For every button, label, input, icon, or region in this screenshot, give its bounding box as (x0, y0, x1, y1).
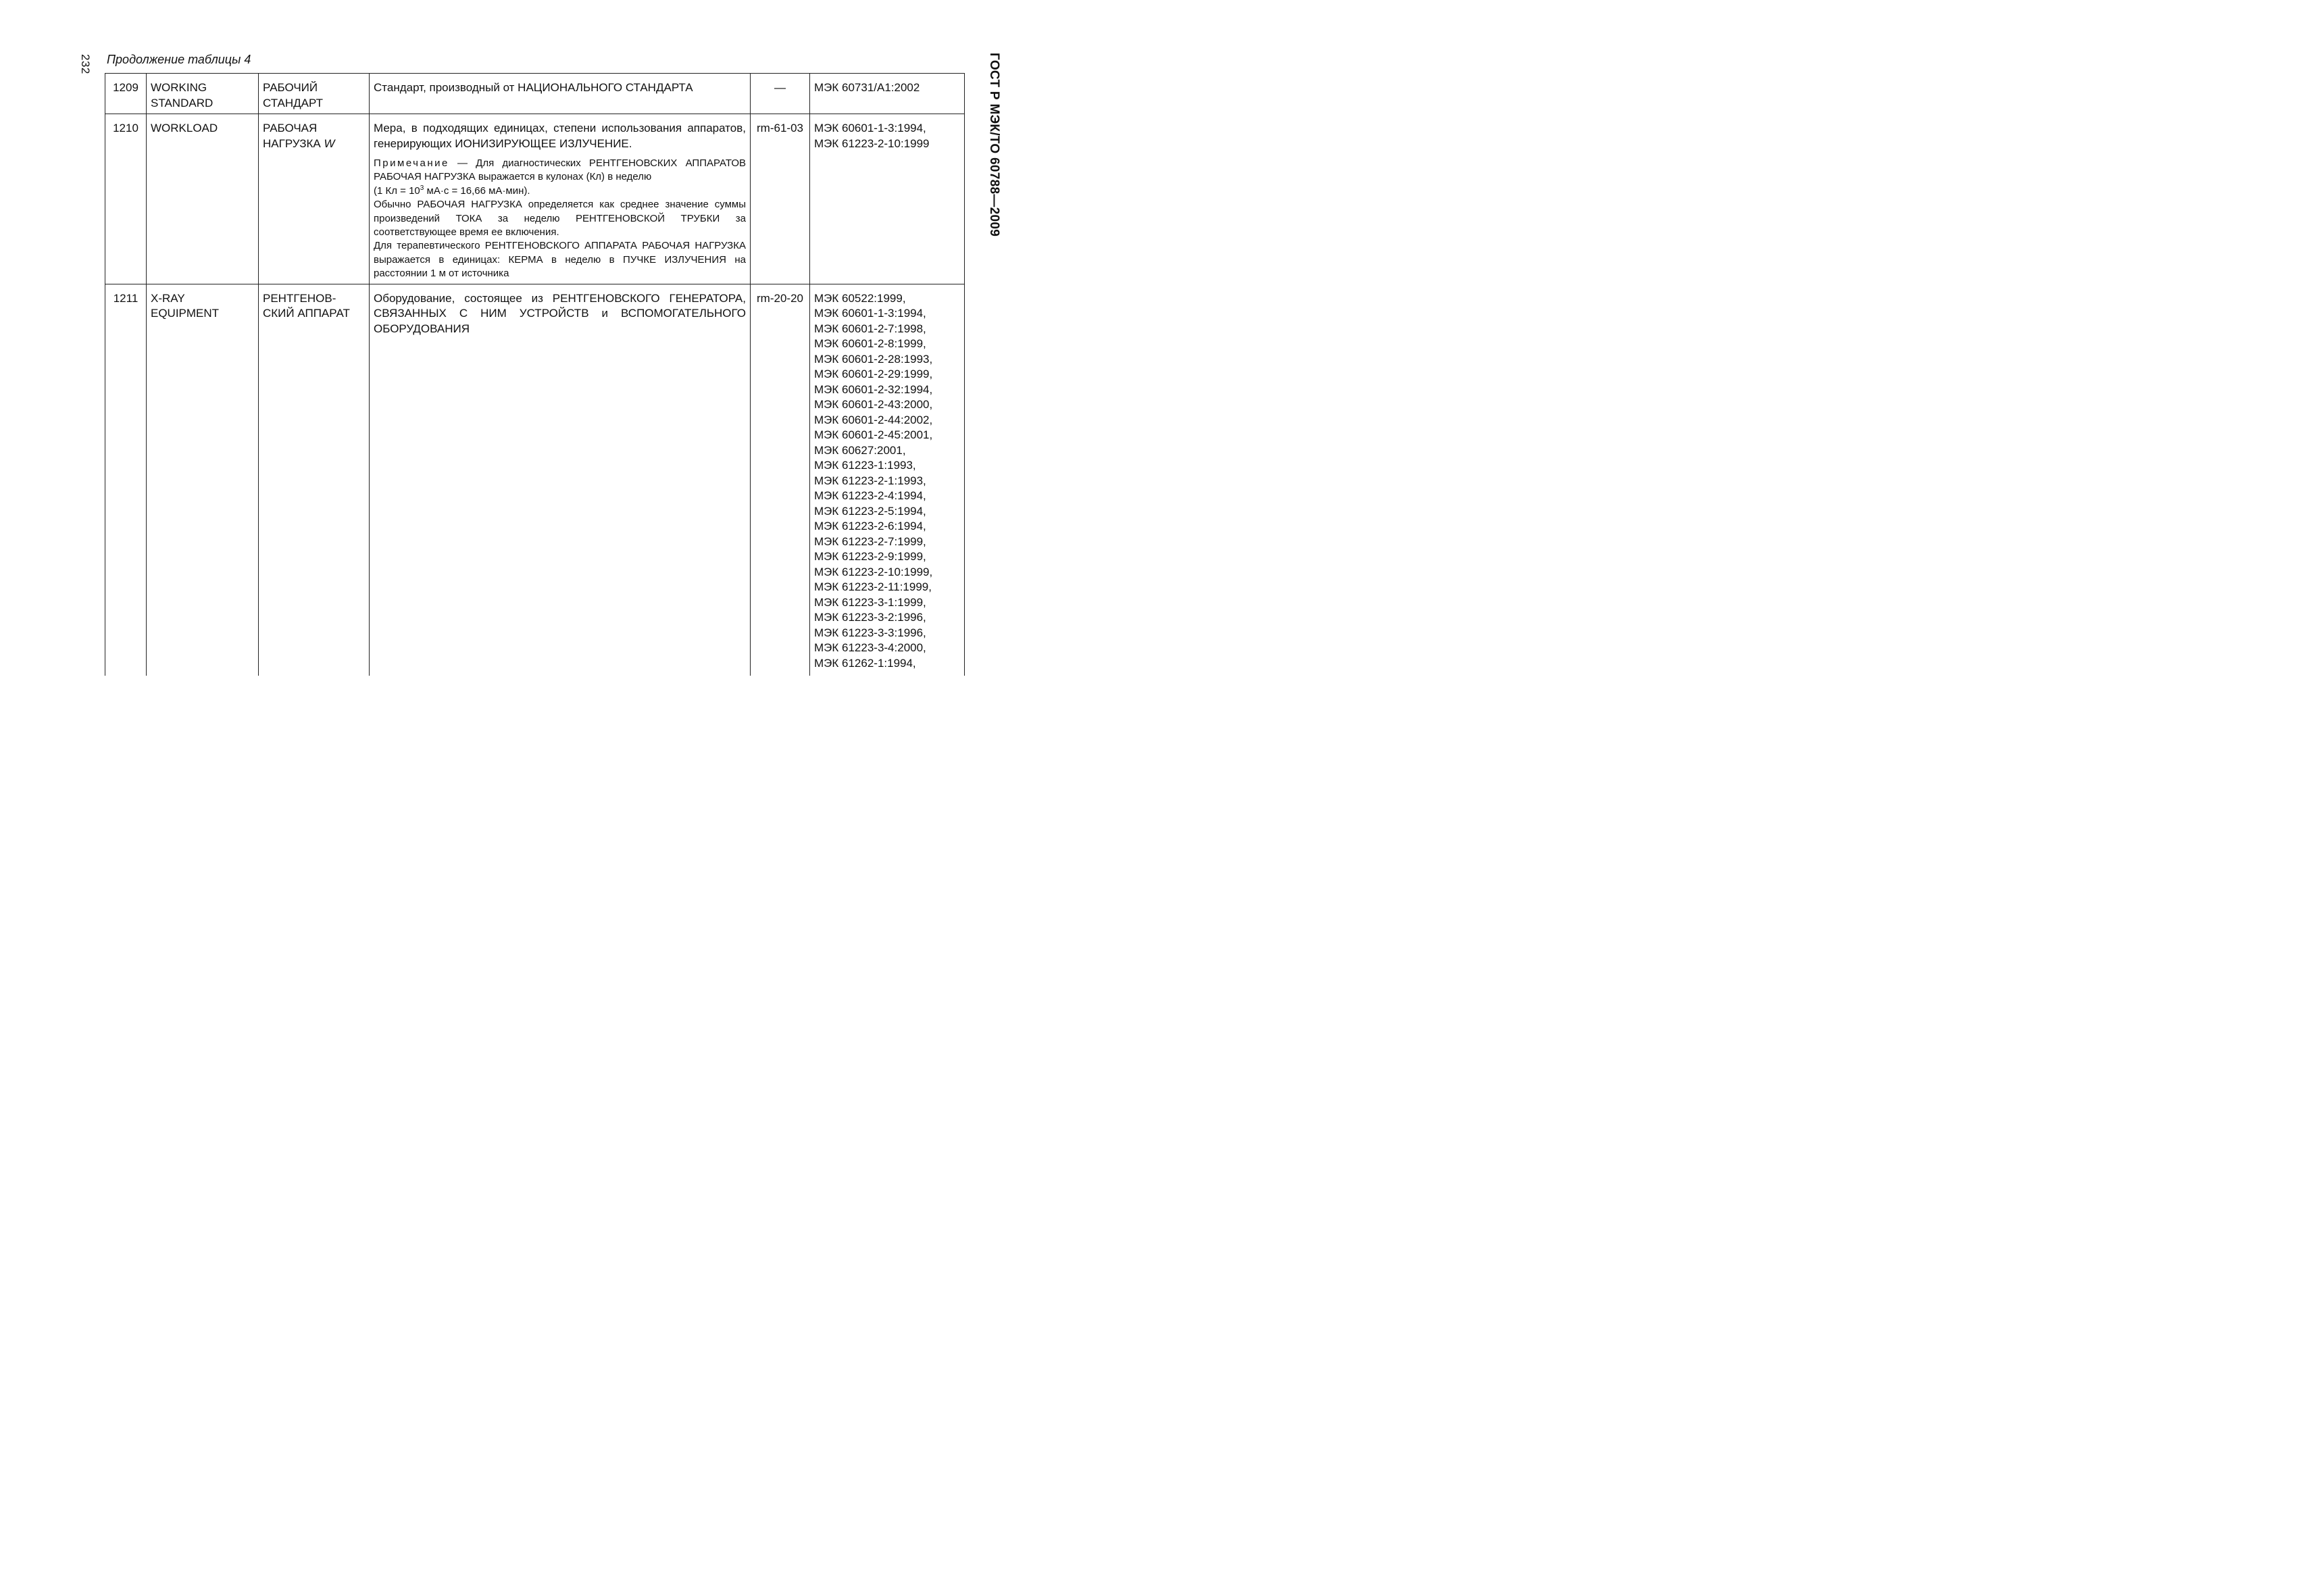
term-en (147, 74, 259, 114)
term-ru-line: СКИЙ АППАРАТ (263, 307, 350, 320)
note-paragraph: Для терапевтического РЕНТГЕНОВСКОГО АППАРАТА РАБОЧАЯ НАГРУЗКА выражается в единицах: КЕРМА в неделю в ПУЧКЕ ИЗЛУЧЕНИЯ на расстоянии 1 м от источника (374, 240, 746, 280)
code: rm-61-03 (751, 114, 810, 284)
reference-item: МЭК 60601-2-28:1993, (814, 352, 933, 366)
reference-item: МЭК 61223-2-7:1999, (814, 534, 926, 548)
code: — (751, 74, 810, 114)
term-en-line: WORKING (151, 81, 207, 94)
reference-item: МЭК 60601-1-3:1994, (814, 122, 926, 134)
term-ru (259, 284, 370, 676)
table-caption: Продолжение таблицы 4 (107, 53, 251, 66)
superscript: 3 (420, 184, 424, 192)
reference-item: МЭК 61223-3-3:1996, (814, 626, 926, 639)
table-row (105, 284, 965, 676)
note-paragraph: Обычно РАБОЧАЯ НАГРУЗКА определяется как среднее значение суммы произведений ТОКА за неделю РЕНТГЕНОВСКОЙ ТРУБКИ за соответствующее время ее включения. (374, 199, 746, 239)
reference-item: МЭК 61223-2-11:1999, (814, 580, 932, 594)
terms-table (105, 73, 965, 676)
reference-item: МЭК 61223-2-10:1999, (814, 565, 933, 578)
references (810, 284, 965, 676)
term-ru-line (263, 136, 365, 152)
reference-item: МЭК 60601-2-8:1999, (814, 337, 926, 351)
reference-item: МЭК 61262-1:1994, (814, 656, 916, 670)
reference-item: МЭК 61223-1:1993, (814, 459, 916, 472)
reference-item: МЭК 61223-2-1:1993, (814, 474, 926, 487)
entry-number: 1210 (105, 114, 147, 284)
term-ru-line: РАБОЧАЯ (263, 122, 318, 134)
reference-item: МЭК 61223-3-1:1999, (814, 595, 926, 609)
term-en (147, 114, 259, 284)
code: rm-20-20 (751, 284, 810, 676)
term-ru-line: РЕНТГЕНОВ- (263, 291, 336, 305)
term-ru (259, 114, 370, 284)
definition-note (374, 157, 746, 281)
reference-item: МЭК 60601-1-3:1994, (814, 307, 926, 320)
note-text: — Для диагностических РЕНТГЕНОВСКИХ АППАРАТОВ РАБОЧАЯ НАГРУЗКА выражается в кулонах (Кл) в неделю (374, 157, 746, 183)
reference-item: МЭК 61223-2-6:1994, (814, 520, 926, 533)
term-ru (259, 74, 370, 114)
term-en-line: WORKLOAD (151, 122, 218, 134)
definition (370, 114, 751, 284)
note-formula: (1 Кл = $10^3$ мА·с = 16,66 мА·мин). (374, 184, 530, 197)
reference-item: МЭК 60601-2-44:2002, (814, 413, 933, 426)
reference-item: МЭК 61223-2-4:1994, (814, 489, 926, 503)
entry-number: 1211 (105, 284, 147, 676)
table-row (105, 74, 965, 114)
note-paragraph (374, 157, 746, 184)
term-en-line: STANDARD (151, 96, 213, 109)
reference-item: МЭК 61223-2-9:1999, (814, 550, 926, 564)
reference-item: МЭК 60601-2-43:2000, (814, 398, 933, 412)
entry-number: 1209 (105, 74, 147, 114)
term-symbol: W (324, 136, 335, 150)
term-en (147, 284, 259, 676)
definition (370, 74, 751, 114)
references (810, 114, 965, 284)
definition (370, 284, 751, 676)
term-en-line: EQUIPMENT (151, 307, 220, 320)
term-ru-text: НАГРУЗКА (263, 136, 321, 150)
term-en-line: X-RAY (151, 291, 185, 305)
reference-item: МЭК 60601-2-32:1994, (814, 382, 933, 396)
definition-text: Стандарт, производный от НАЦИОНАЛЬНОГО СТАНДАРТА (374, 81, 693, 94)
term-ru-line: РАБОЧИЙ (263, 81, 318, 94)
reference-item: МЭК 61223-2-10:1999 (814, 136, 930, 150)
page-number: 232 (79, 54, 92, 74)
references (810, 74, 965, 114)
reference-item: МЭК 61223-3-2:1996, (814, 611, 926, 624)
definition-text: Оборудование, состоящее из РЕНТГЕНОВСКОГО ГЕНЕРАТОРА, СВЯЗАННЫХ С НИМ УСТРОЙСТВ и ВСПОМОГАТЕЛЬНОГО ОБОРУДОВАНИЯ (374, 291, 746, 335)
reference-item: МЭК 60601-2-29:1999, (814, 368, 933, 381)
reference-item: МЭК 61223-2-5:1994, (814, 504, 926, 518)
note-label: Примечание (374, 157, 449, 169)
definition-text: Мера, в подходящих единицах, степени использования аппаратов, генерирующих ИОНИЗИРУЮЩЕЕ ИЗЛУЧЕНИЕ. (374, 122, 746, 150)
reference-item: МЭК 60627:2001, (814, 443, 906, 457)
running-head: ГОСТ Р МЭК/ТО 60788—2009 (987, 53, 1001, 237)
reference-item: МЭК 60731/А1:2002 (814, 81, 920, 94)
term-ru-line: СТАНДАРТ (263, 96, 323, 109)
reference-item: МЭК 60601-2-7:1998, (814, 322, 926, 335)
reference-item: МЭК 60601-2-45:2001, (814, 428, 933, 442)
table-row (105, 114, 965, 284)
reference-item: МЭК 60522:1999, (814, 291, 906, 305)
reference-item: МЭК 61223-3-4:2000, (814, 641, 926, 655)
